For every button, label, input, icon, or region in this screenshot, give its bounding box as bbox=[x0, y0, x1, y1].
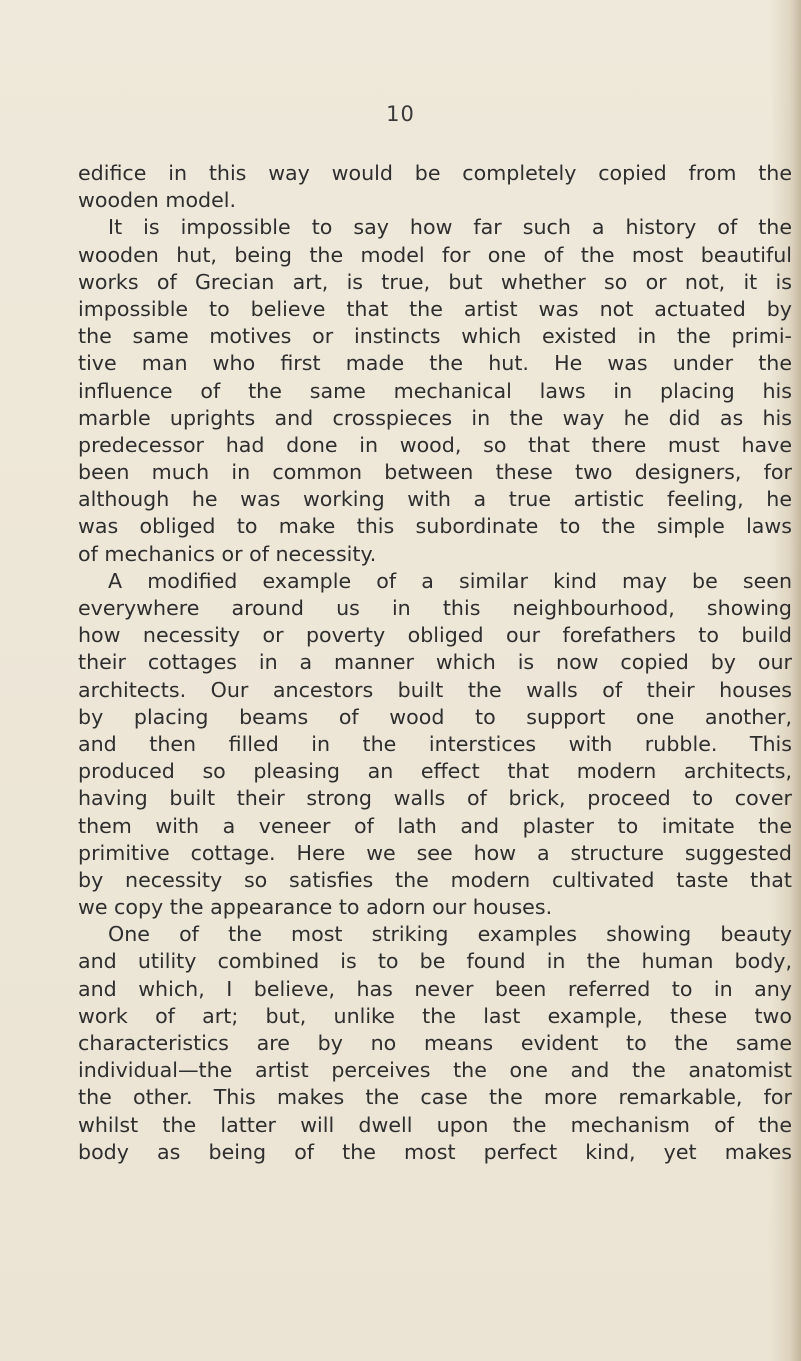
text-line: of mechanics or of necessity. bbox=[78, 541, 377, 566]
text-line: by necessity so satisfies the modern cultivated taste that bbox=[78, 867, 792, 892]
text-line: the same motives or instincts which existed in the primi- bbox=[78, 324, 792, 349]
text-line: and utility combined is to be found in the human body, bbox=[78, 949, 792, 974]
text-line: edifice in this way would be completely copied from the bbox=[78, 161, 792, 185]
text-line: impossible to believe that the artist was not actuated by bbox=[78, 296, 792, 321]
page-number: 10 bbox=[386, 102, 415, 126]
text-line: It is impossible to say how far such a history of the bbox=[108, 215, 792, 240]
text-line: whilst the latter will dwell upon the mechanism of the bbox=[78, 1112, 792, 1137]
text-line: body as being of the most perfect kind, yet makes bbox=[78, 1139, 792, 1164]
text-line: produced so pleasing an effect that modern architects, bbox=[78, 759, 792, 784]
text-line: and which, I believe, has never been referred to in any bbox=[78, 976, 792, 1001]
text-line: individual—the artist perceives the one and the anatomist bbox=[78, 1058, 792, 1083]
text-line: been much in common between these two designers, for bbox=[78, 460, 792, 485]
text-line: wooden model. bbox=[78, 188, 237, 213]
text-line: works of Grecian art, is true, but whether so or not, it is bbox=[78, 269, 792, 294]
text-line: characteristics are by no means evident to the same bbox=[78, 1031, 792, 1055]
text-line: them with a veneer of lath and plaster to imitate the bbox=[78, 813, 792, 838]
text-line: by placing beams of wood to support one another, bbox=[78, 704, 792, 729]
text-line: and then filled in the interstices with rubble. This bbox=[78, 731, 792, 756]
text-line: having built their strong walls of brick, proceed to cover bbox=[78, 786, 792, 811]
text-line: One of the most striking examples showing beauty bbox=[108, 922, 792, 947]
text-line: the other. This makes the case the more remarkable, for bbox=[78, 1085, 792, 1110]
text-line: architects. Our ancestors built the walls of their houses bbox=[78, 677, 792, 702]
text-line: predecessor had done in wood, so that there must have bbox=[78, 432, 792, 457]
text-line: wooden hut, being the model for one of the most beautiful bbox=[78, 242, 792, 267]
text-line: although he was working with a true artistic feeling, he bbox=[78, 487, 792, 512]
text-line: A modified example of a similar kind may be seen bbox=[108, 568, 792, 593]
text-line: their cottages in a manner which is now copied by our bbox=[78, 650, 792, 675]
text-line: we copy the appearance to adorn our houses. bbox=[78, 895, 553, 920]
text-line: tive man who first made the hut. He was under the bbox=[78, 351, 792, 376]
text-line: work of art; but, unlike the last example, these two bbox=[78, 1003, 792, 1028]
text-line: primitive cottage. Here we see how a structure suggested bbox=[78, 840, 792, 865]
text-line: influence of the same mechanical laws in placing his bbox=[78, 378, 792, 403]
text-line: everywhere around us in this neighbourhood, showing bbox=[78, 596, 792, 620]
text-line: marble uprights and crosspieces in the way he did as his bbox=[78, 405, 792, 430]
body-text bbox=[78, 160, 792, 1166]
text-line: was obliged to make this subordinate to the simple laws bbox=[78, 514, 792, 539]
text-line: how necessity or poverty obliged our forefathers to build bbox=[78, 623, 792, 648]
